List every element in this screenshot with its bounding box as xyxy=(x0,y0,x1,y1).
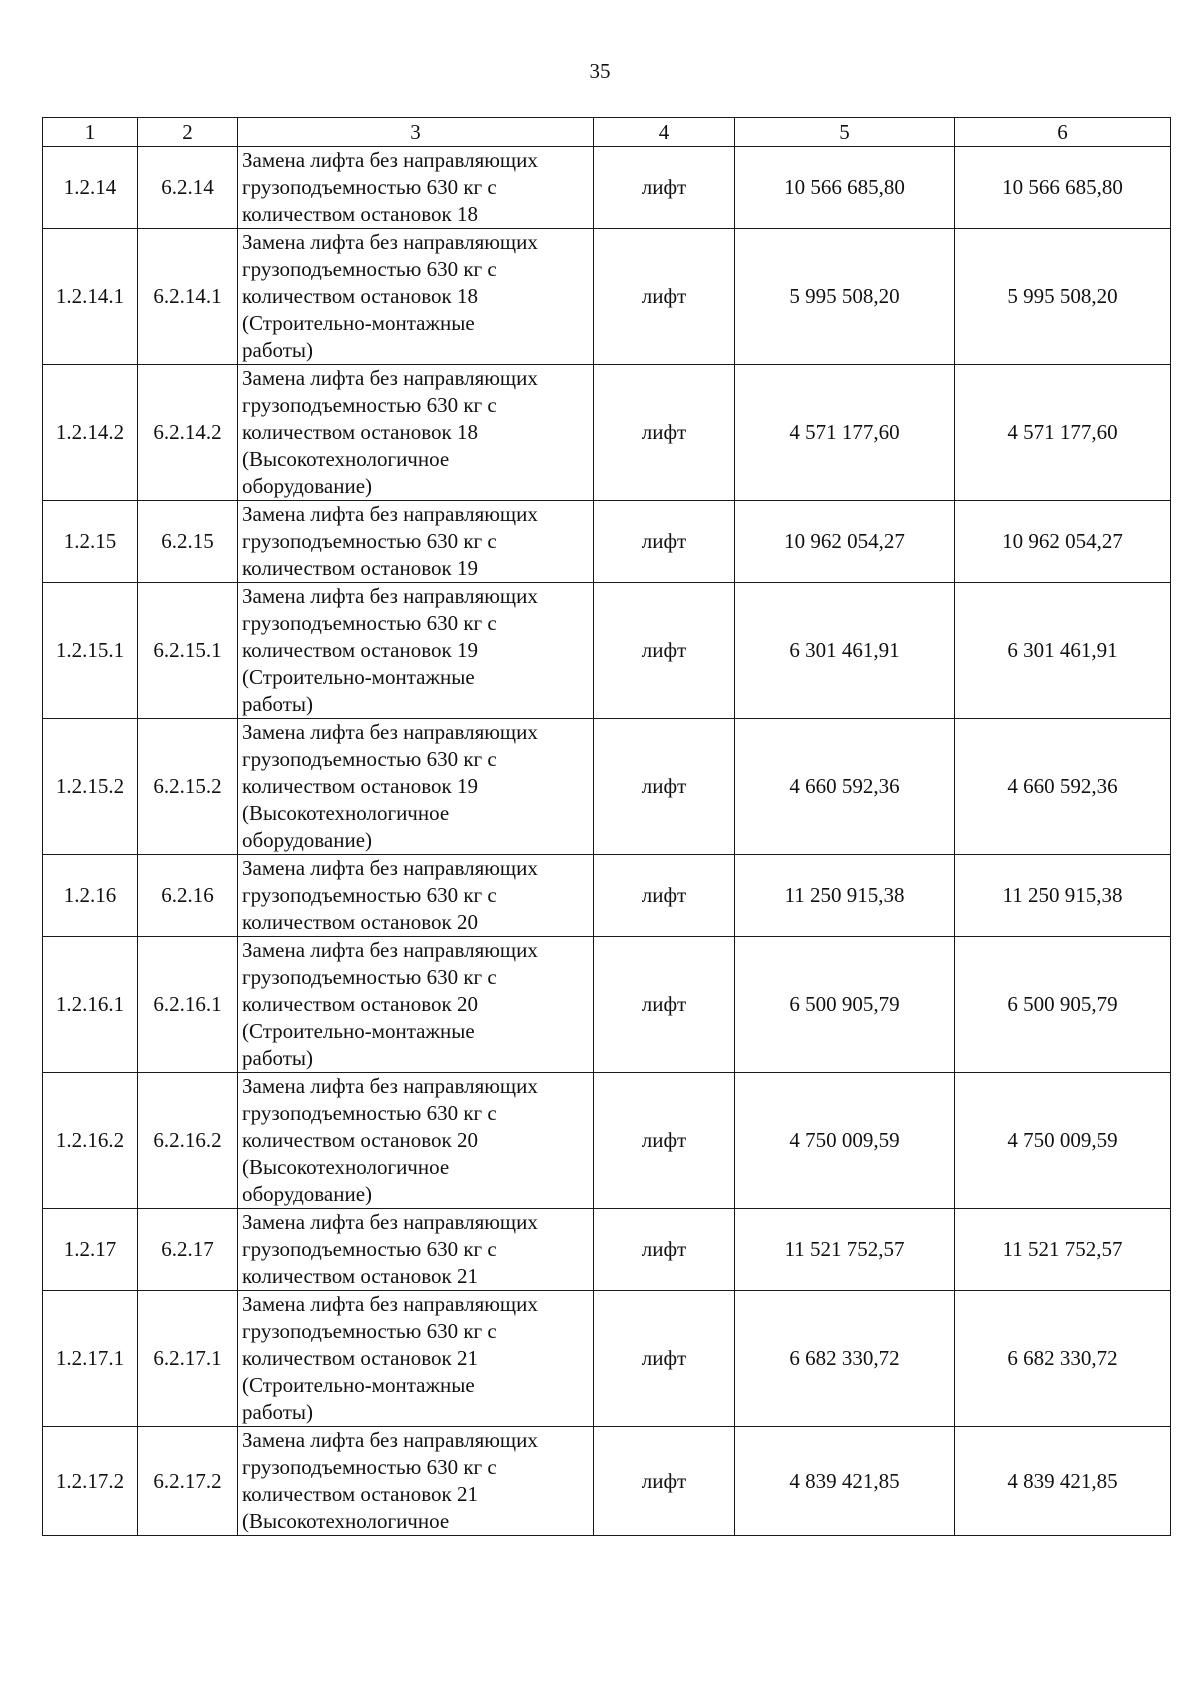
table-row xyxy=(43,147,1171,229)
total-cost-cell: 4 660 592,36 xyxy=(955,719,1171,855)
description-cell xyxy=(238,719,594,855)
code-cell: 6.2.17.2 xyxy=(138,1427,238,1536)
code-cell: 6.2.14 xyxy=(138,147,238,229)
data-table xyxy=(42,117,1171,1536)
item-number-cell: 1.2.16.2 xyxy=(43,1073,138,1209)
code-cell: 6.2.14.2 xyxy=(138,365,238,501)
description-line: Замена лифта без направляющих xyxy=(242,230,538,254)
unit-cell: лифт xyxy=(594,1427,735,1536)
description-line: (Высокотехнологичное xyxy=(242,447,450,471)
description-line: грузоподъемностью 630 кг с xyxy=(242,1319,497,1343)
item-number-cell: 1.2.14 xyxy=(43,147,138,229)
cost-cell: 6 682 330,72 xyxy=(735,1291,955,1427)
unit-cell: лифт xyxy=(594,1073,735,1209)
description-line: оборудование) xyxy=(242,1182,373,1206)
description-line: работы) xyxy=(242,1400,314,1424)
item-number-cell: 1.2.17 xyxy=(43,1209,138,1291)
description-line: Замена лифта без направляющих xyxy=(242,856,538,880)
total-cost-cell: 11 250 915,38 xyxy=(955,855,1171,937)
total-cost-cell: 4 839 421,85 xyxy=(955,1427,1171,1536)
item-number-cell: 1.2.17.1 xyxy=(43,1291,138,1427)
description-line: Замена лифта без направляющих xyxy=(242,938,538,962)
table-row xyxy=(43,1291,1171,1427)
description-line: грузоподъемностью 630 кг с xyxy=(242,883,497,907)
cost-cell: 10 962 054,27 xyxy=(735,501,955,583)
description-line: (Строительно-монтажные xyxy=(242,1019,475,1043)
description-line: количеством остановок 21 xyxy=(242,1346,478,1370)
cost-cell: 6 301 461,91 xyxy=(735,583,955,719)
description-line: количеством остановок 19 xyxy=(242,638,478,662)
table-row xyxy=(43,501,1171,583)
description-cell xyxy=(238,147,594,229)
description-line: Замена лифта без направляющих xyxy=(242,584,538,608)
cost-cell: 4 660 592,36 xyxy=(735,719,955,855)
unit-cell: лифт xyxy=(594,719,735,855)
total-cost-cell: 6 500 905,79 xyxy=(955,937,1171,1073)
table-row xyxy=(43,1209,1171,1291)
description-line: количеством остановок 20 xyxy=(242,910,478,934)
description-line: грузоподъемностью 630 кг с xyxy=(242,1237,497,1261)
description-line: количеством остановок 21 xyxy=(242,1482,478,1506)
table-row xyxy=(43,855,1171,937)
item-number-cell: 1.2.14.1 xyxy=(43,229,138,365)
cost-cell: 4 571 177,60 xyxy=(735,365,955,501)
description-line: грузоподъемностью 630 кг с xyxy=(242,393,497,417)
column-header: 5 xyxy=(735,118,955,147)
description-line: (Строительно-монтажные xyxy=(242,665,475,689)
description-line: Замена лифта без направляющих xyxy=(242,720,538,744)
unit-cell: лифт xyxy=(594,229,735,365)
description-line: Замена лифта без направляющих xyxy=(242,148,538,172)
description-cell xyxy=(238,583,594,719)
code-cell: 6.2.16.1 xyxy=(138,937,238,1073)
total-cost-cell: 11 521 752,57 xyxy=(955,1209,1171,1291)
total-cost-cell: 10 566 685,80 xyxy=(955,147,1171,229)
description-line: количеством остановок 20 xyxy=(242,992,478,1016)
table-body xyxy=(43,147,1171,1536)
item-number-cell: 1.2.16.1 xyxy=(43,937,138,1073)
code-cell: 6.2.17 xyxy=(138,1209,238,1291)
description-line: количеством остановок 19 xyxy=(242,774,478,798)
item-number-cell: 1.2.14.2 xyxy=(43,365,138,501)
total-cost-cell: 4 571 177,60 xyxy=(955,365,1171,501)
description-line: (Строительно-монтажные xyxy=(242,311,475,335)
column-header: 4 xyxy=(594,118,735,147)
description-line: оборудование) xyxy=(242,474,373,498)
item-number-cell: 1.2.15.2 xyxy=(43,719,138,855)
description-line: оборудование) xyxy=(242,828,373,852)
total-cost-cell: 4 750 009,59 xyxy=(955,1073,1171,1209)
description-line: грузоподъемностью 630 кг с xyxy=(242,611,497,635)
unit-cell: лифт xyxy=(594,855,735,937)
description-line: грузоподъемностью 630 кг с xyxy=(242,1455,497,1479)
header-row xyxy=(43,118,1171,147)
code-cell: 6.2.16.2 xyxy=(138,1073,238,1209)
description-cell xyxy=(238,1291,594,1427)
description-line: Замена лифта без направляющих xyxy=(242,1428,538,1452)
total-cost-cell: 5 995 508,20 xyxy=(955,229,1171,365)
description-cell xyxy=(238,1209,594,1291)
total-cost-cell: 6 682 330,72 xyxy=(955,1291,1171,1427)
column-header: 6 xyxy=(955,118,1171,147)
description-line: Замена лифта без направляющих xyxy=(242,1292,538,1316)
description-cell xyxy=(238,855,594,937)
cost-cell: 5 995 508,20 xyxy=(735,229,955,365)
description-line: грузоподъемностью 630 кг с xyxy=(242,257,497,281)
description-line: грузоподъемностью 630 кг с xyxy=(242,747,497,771)
column-header: 2 xyxy=(138,118,238,147)
description-line: работы) xyxy=(242,692,314,716)
unit-cell: лифт xyxy=(594,1209,735,1291)
description-cell xyxy=(238,365,594,501)
description-cell xyxy=(238,229,594,365)
total-cost-cell: 10 962 054,27 xyxy=(955,501,1171,583)
cost-cell: 6 500 905,79 xyxy=(735,937,955,1073)
description-line: грузоподъемностью 630 кг с xyxy=(242,529,497,553)
cost-cell: 11 250 915,38 xyxy=(735,855,955,937)
description-line: количеством остановок 20 xyxy=(242,1128,478,1152)
cost-cell: 10 566 685,80 xyxy=(735,147,955,229)
description-line: количеством остановок 18 xyxy=(242,284,478,308)
description-line: работы) xyxy=(242,1046,314,1070)
description-line: Замена лифта без направляющих xyxy=(242,1210,538,1234)
code-cell: 6.2.15 xyxy=(138,501,238,583)
total-cost-cell: 6 301 461,91 xyxy=(955,583,1171,719)
table-row xyxy=(43,229,1171,365)
table-row xyxy=(43,937,1171,1073)
item-number-cell: 1.2.16 xyxy=(43,855,138,937)
table-row xyxy=(43,365,1171,501)
description-line: Замена лифта без направляющих xyxy=(242,1074,538,1098)
unit-cell: лифт xyxy=(594,583,735,719)
table-row xyxy=(43,1073,1171,1209)
description-line: грузоподъемностью 630 кг с xyxy=(242,175,497,199)
code-cell: 6.2.15.1 xyxy=(138,583,238,719)
table-row xyxy=(43,719,1171,855)
unit-cell: лифт xyxy=(594,501,735,583)
description-line: (Высокотехнологичное xyxy=(242,1155,450,1179)
code-cell: 6.2.15.2 xyxy=(138,719,238,855)
description-line: количеством остановок 18 xyxy=(242,202,478,226)
unit-cell: лифт xyxy=(594,1291,735,1427)
item-number-cell: 1.2.17.2 xyxy=(43,1427,138,1536)
unit-cell: лифт xyxy=(594,937,735,1073)
description-cell xyxy=(238,937,594,1073)
description-line: Замена лифта без направляющих xyxy=(242,502,538,526)
unit-cell: лифт xyxy=(594,365,735,501)
description-line: Замена лифта без направляющих xyxy=(242,366,538,390)
description-line: грузоподъемностью 630 кг с xyxy=(242,1101,497,1125)
item-number-cell: 1.2.15.1 xyxy=(43,583,138,719)
description-line: количеством остановок 21 xyxy=(242,1264,478,1288)
description-line: количеством остановок 18 xyxy=(242,420,478,444)
code-cell: 6.2.16 xyxy=(138,855,238,937)
unit-cell: лифт xyxy=(594,147,735,229)
description-line: (Высокотехнологичное xyxy=(242,801,450,825)
code-cell: 6.2.14.1 xyxy=(138,229,238,365)
table-row xyxy=(43,1427,1171,1536)
page-number: 35 xyxy=(589,59,611,83)
description-cell xyxy=(238,1073,594,1209)
description-line: (Строительно-монтажные xyxy=(242,1373,475,1397)
table-row xyxy=(43,583,1171,719)
column-header: 1 xyxy=(43,118,138,147)
description-line: (Высокотехнологичное xyxy=(242,1509,450,1533)
description-cell xyxy=(238,501,594,583)
cost-cell: 11 521 752,57 xyxy=(735,1209,955,1291)
code-cell: 6.2.17.1 xyxy=(138,1291,238,1427)
description-line: количеством остановок 19 xyxy=(242,556,478,580)
column-header: 3 xyxy=(238,118,594,147)
description-line: грузоподъемностью 630 кг с xyxy=(242,965,497,989)
description-line: работы) xyxy=(242,338,314,362)
cost-cell: 4 839 421,85 xyxy=(735,1427,955,1536)
item-number-cell: 1.2.15 xyxy=(43,501,138,583)
description-cell xyxy=(238,1427,594,1536)
cost-cell: 4 750 009,59 xyxy=(735,1073,955,1209)
